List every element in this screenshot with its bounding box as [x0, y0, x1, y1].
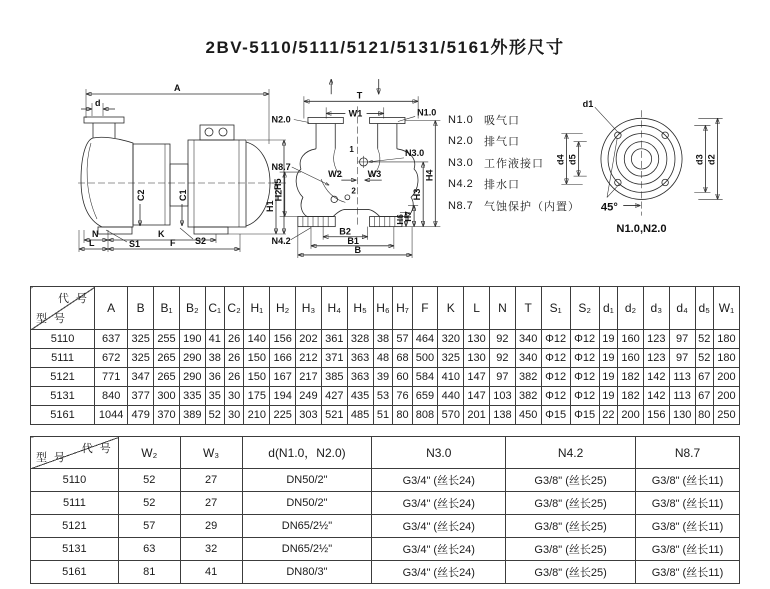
column-header: W₃	[180, 437, 242, 469]
value-cell: 150	[244, 368, 270, 387]
dimensions-table-main	[30, 286, 740, 425]
column-header: N3.0	[372, 437, 506, 469]
value-cell: G3/8" (丝长25)	[506, 515, 636, 538]
table-row	[31, 330, 740, 349]
column-header: B	[128, 287, 154, 330]
value-cell: 150	[244, 349, 270, 368]
value-cell: G3/4" (丝长24)	[372, 561, 506, 584]
dim-label-N: N	[92, 229, 99, 239]
value-cell: 57	[118, 515, 180, 538]
model-cell: 5110	[31, 330, 95, 349]
value-cell: 60	[393, 368, 412, 387]
value-cell: 142	[643, 387, 669, 406]
value-cell: 92	[490, 349, 516, 368]
value-cell: 290	[179, 349, 205, 368]
value-cell: 340	[515, 330, 541, 349]
value-cell: 200	[713, 368, 739, 387]
header-row	[31, 437, 740, 469]
value-cell: 81	[118, 561, 180, 584]
table-row	[31, 406, 740, 425]
value-cell: 335	[179, 387, 205, 406]
model-cell: 5131	[31, 387, 95, 406]
column-header: H₆	[373, 287, 393, 330]
value-cell: 67	[695, 368, 713, 387]
value-cell: 265	[154, 368, 180, 387]
value-cell: 27	[180, 492, 242, 515]
value-cell: 97	[490, 368, 516, 387]
header-row	[31, 287, 740, 330]
value-cell: 52	[205, 406, 224, 425]
corner-label-code: 代 号	[81, 443, 113, 455]
legend-code: N3.0	[448, 156, 474, 169]
value-cell: Φ12	[541, 349, 570, 368]
dim-label-W1: W1	[348, 108, 363, 119]
legend-code: N1.0	[448, 113, 474, 126]
value-cell: 80	[393, 406, 412, 425]
value-cell: Φ12	[570, 368, 599, 387]
value-cell: 39	[373, 368, 393, 387]
value-cell: 249	[296, 387, 322, 406]
value-cell: DN80/3"	[242, 561, 372, 584]
value-cell: 450	[515, 406, 541, 425]
value-cell: Φ15	[541, 406, 570, 425]
value-cell: G3/8" (丝长25)	[506, 469, 636, 492]
dim-label-F: F	[170, 238, 176, 248]
value-cell: 371	[321, 349, 347, 368]
table-row	[31, 469, 740, 492]
value-cell: 48	[373, 349, 393, 368]
value-cell: 300	[154, 387, 180, 406]
value-cell: 370	[154, 406, 180, 425]
legend-label: 吸气口	[484, 114, 520, 127]
value-cell: 52	[695, 330, 713, 349]
value-cell: 52	[118, 492, 180, 515]
value-cell: 52	[118, 469, 180, 492]
column-header: H₇	[393, 287, 412, 330]
dim-label-T: T	[356, 90, 363, 101]
value-cell: 92	[490, 330, 516, 349]
dim-label-W3: W3	[367, 169, 382, 180]
dim-label-H3: H3	[412, 188, 423, 201]
dim-label-H6: H6	[395, 214, 405, 225]
value-cell: G3/4" (丝长24)	[372, 492, 506, 515]
value-cell: 160	[618, 349, 644, 368]
dim-label-C2: C2	[136, 189, 146, 201]
value-cell: 325	[128, 330, 154, 349]
dim-label-B2: B2	[339, 226, 351, 237]
value-cell: 130	[464, 349, 490, 368]
dim-label-H2: H2	[273, 189, 284, 202]
port-label-N3_0: N3.0	[404, 147, 425, 158]
angle-label-45: 45°	[600, 201, 618, 214]
value-cell: 57	[393, 330, 412, 349]
value-cell: 485	[347, 406, 373, 425]
column-header: S₂	[570, 287, 599, 330]
column-header: W₂	[118, 437, 180, 469]
column-header: d₄	[669, 287, 695, 330]
value-cell: 180	[713, 349, 739, 368]
value-cell: 361	[321, 330, 347, 349]
value-cell: 265	[154, 349, 180, 368]
table-row	[31, 387, 740, 406]
side-view-drawing	[76, 80, 288, 254]
value-cell: 320	[438, 330, 464, 349]
value-cell: 130	[669, 406, 695, 425]
value-cell: 38	[205, 349, 224, 368]
model-cell: 5161	[31, 406, 95, 425]
value-cell: 29	[180, 515, 242, 538]
value-cell: 363	[347, 368, 373, 387]
column-header: C₁	[205, 287, 224, 330]
legend-code: N4.2	[448, 178, 474, 191]
value-cell: 202	[296, 330, 322, 349]
value-cell: DN65/2½"	[242, 538, 372, 561]
value-cell: 76	[393, 387, 412, 406]
column-header: B₁	[154, 287, 180, 330]
value-cell: 147	[464, 387, 490, 406]
value-cell: 35	[205, 387, 224, 406]
value-cell: 113	[669, 368, 695, 387]
model-cell: 5121	[31, 515, 119, 538]
value-cell: 32	[180, 538, 242, 561]
column-header: H₅	[347, 287, 373, 330]
column-header: B₂	[179, 287, 205, 330]
value-cell: 19	[599, 368, 617, 387]
value-cell: 290	[179, 368, 205, 387]
table-row	[31, 368, 740, 387]
value-cell: 479	[128, 406, 154, 425]
value-cell: DN50/2"	[242, 469, 372, 492]
value-cell: G3/4" (丝长24)	[372, 515, 506, 538]
dim-label-K: K	[158, 229, 165, 239]
column-header: N4.2	[506, 437, 636, 469]
column-header: S₁	[541, 287, 570, 330]
value-cell: 175	[244, 387, 270, 406]
dim-label-H4: H4	[424, 169, 435, 182]
value-cell: Φ12	[541, 330, 570, 349]
value-cell: 97	[669, 330, 695, 349]
column-header: N8.7	[636, 437, 740, 469]
value-cell: 67	[695, 387, 713, 406]
value-cell: 26	[224, 349, 244, 368]
value-cell: 637	[95, 330, 128, 349]
value-cell: 156	[643, 406, 669, 425]
value-cell: G3/4" (丝长24)	[372, 538, 506, 561]
value-cell: 382	[515, 368, 541, 387]
table-row	[31, 538, 740, 561]
value-cell: 97	[669, 349, 695, 368]
column-header: C₂	[224, 287, 244, 330]
value-cell: 140	[244, 330, 270, 349]
table-row	[31, 492, 740, 515]
value-cell: 200	[618, 406, 644, 425]
value-cell: 68	[393, 349, 412, 368]
value-cell: 19	[599, 330, 617, 349]
value-cell: 363	[347, 349, 373, 368]
model-cell: 5110	[31, 469, 119, 492]
dim-label-B1: B1	[347, 235, 359, 246]
column-header: H₄	[321, 287, 347, 330]
value-cell: 659	[412, 387, 438, 406]
value-cell: 142	[643, 368, 669, 387]
table-corner-cell	[31, 437, 119, 469]
column-header: T	[515, 287, 541, 330]
value-cell: 435	[347, 387, 373, 406]
value-cell: 147	[464, 368, 490, 387]
value-cell: 103	[490, 387, 516, 406]
value-cell: Φ12	[541, 368, 570, 387]
value-cell: 427	[321, 387, 347, 406]
value-cell: Φ15	[570, 406, 599, 425]
dim-label-d2: d2	[706, 154, 717, 165]
value-cell: 26	[224, 368, 244, 387]
model-cell: 5111	[31, 349, 95, 368]
value-cell: 570	[438, 406, 464, 425]
value-cell: 377	[128, 387, 154, 406]
value-cell: G3/8" (丝长11)	[636, 538, 740, 561]
dim-label-C1: C1	[178, 189, 188, 201]
value-cell: 26	[224, 330, 244, 349]
table-row	[31, 561, 740, 584]
value-cell: 340	[515, 349, 541, 368]
flange-caption: N1.0,N2.0	[616, 222, 667, 235]
value-cell: 41	[180, 561, 242, 584]
value-cell: G3/8" (丝长25)	[506, 492, 636, 515]
value-cell: Φ12	[570, 330, 599, 349]
port-label-N8_7: N8.7	[271, 162, 291, 173]
value-cell: 440	[438, 387, 464, 406]
value-cell: 80	[695, 406, 713, 425]
value-cell: 200	[713, 387, 739, 406]
value-cell: 63	[118, 538, 180, 561]
value-cell: G3/8" (丝长11)	[636, 561, 740, 584]
value-cell: 212	[296, 349, 322, 368]
value-cell: 194	[270, 387, 296, 406]
column-header: H₂	[270, 287, 296, 330]
value-cell: 123	[643, 330, 669, 349]
model-cell: 5111	[31, 492, 119, 515]
value-cell: G3/8" (丝长11)	[636, 469, 740, 492]
value-cell: 166	[270, 349, 296, 368]
dim-label-d5: d5	[567, 154, 578, 165]
dim-label-H5: H5	[273, 178, 283, 190]
front-view-linework	[280, 79, 441, 258]
legend-label: 工作液接口	[484, 157, 544, 170]
value-cell: 138	[490, 406, 516, 425]
value-cell: 36	[205, 368, 224, 387]
value-cell: 210	[244, 406, 270, 425]
column-header: d(N1.0，N2.0)	[242, 437, 372, 469]
flange-view-drawing	[552, 96, 730, 238]
value-cell: Φ12	[570, 387, 599, 406]
legend-label: 排气口	[484, 136, 520, 149]
table-corner-cell	[31, 287, 95, 330]
column-header: F	[412, 287, 438, 330]
value-cell: 808	[412, 406, 438, 425]
page-title: 2BV-5110/5111/5121/5131/5161外形尺寸	[205, 38, 565, 57]
value-cell: 190	[179, 330, 205, 349]
value-cell: 156	[270, 330, 296, 349]
value-cell: 255	[154, 330, 180, 349]
value-cell: 840	[95, 387, 128, 406]
value-cell: 584	[412, 368, 438, 387]
legend-code: N8.7	[448, 199, 474, 212]
dim-label-B: B	[354, 244, 362, 255]
value-cell: 521	[321, 406, 347, 425]
value-cell: 382	[515, 387, 541, 406]
value-cell: 30	[224, 406, 244, 425]
column-header: d₂	[618, 287, 644, 330]
value-cell: 225	[270, 406, 296, 425]
value-cell: 325	[438, 349, 464, 368]
model-cell: 5131	[31, 538, 119, 561]
column-header: W₁	[713, 287, 739, 330]
value-cell: G3/8" (丝长11)	[636, 492, 740, 515]
dim-label-d3: d3	[694, 154, 705, 165]
corner-label-model: 型 号	[36, 452, 68, 464]
corner-label-code: 代 号	[58, 293, 90, 305]
column-header: K	[438, 287, 464, 330]
dim-label-H7: H7	[404, 211, 414, 222]
value-cell: Φ12	[541, 387, 570, 406]
legend-label: 排水口	[484, 179, 520, 192]
value-cell: 672	[95, 349, 128, 368]
table-row	[31, 515, 740, 538]
legend-label: 气蚀保护（内置）	[484, 200, 580, 213]
value-cell: 1044	[95, 406, 128, 425]
value-cell: 19	[599, 387, 617, 406]
value-cell: 325	[128, 349, 154, 368]
value-cell: 130	[464, 330, 490, 349]
value-cell: 22	[599, 406, 617, 425]
point-label-2: 2	[351, 186, 356, 196]
dim-label-L: L	[89, 238, 95, 248]
column-header: A	[95, 287, 128, 330]
value-cell: 201	[464, 406, 490, 425]
value-cell: 52	[695, 349, 713, 368]
port-label-N2_0: N2.0	[271, 114, 291, 125]
value-cell: G3/8" (丝长25)	[506, 538, 636, 561]
value-cell: 303	[296, 406, 322, 425]
value-cell: 250	[713, 406, 739, 425]
value-cell: G3/8" (丝长25)	[506, 561, 636, 584]
value-cell: 30	[224, 387, 244, 406]
legend-code: N2.0	[448, 135, 474, 148]
value-cell: 38	[373, 330, 393, 349]
column-header: H₃	[296, 287, 322, 330]
value-cell: DN65/2½"	[242, 515, 372, 538]
column-header: L	[464, 287, 490, 330]
value-cell: 113	[669, 387, 695, 406]
column-header: d₁	[599, 287, 617, 330]
column-header: N	[490, 287, 516, 330]
port-label-N1_0: N1.0	[417, 107, 437, 118]
value-cell: Φ12	[570, 349, 599, 368]
value-cell: 123	[643, 349, 669, 368]
dim-label-S1: S1	[129, 239, 141, 249]
value-cell: 771	[95, 368, 128, 387]
value-cell: 500	[412, 349, 438, 368]
value-cell: 180	[713, 330, 739, 349]
value-cell: G3/4" (丝长24)	[372, 469, 506, 492]
connections-table	[30, 436, 740, 584]
value-cell: 41	[205, 330, 224, 349]
value-cell: G3/8" (丝长11)	[636, 515, 740, 538]
value-cell: 217	[296, 368, 322, 387]
value-cell: 182	[618, 387, 644, 406]
model-cell: 5161	[31, 561, 119, 584]
value-cell: DN50/2"	[242, 492, 372, 515]
column-header: d₅	[695, 287, 713, 330]
dim-label-W2: W2	[328, 169, 342, 180]
value-cell: 389	[179, 406, 205, 425]
port-label-N4_2: N4.2	[271, 235, 291, 246]
dim-label-H1: H1	[265, 200, 275, 212]
dim-label-S2: S2	[195, 236, 207, 246]
value-cell: 385	[321, 368, 347, 387]
dim-label-d: d	[95, 98, 101, 108]
value-cell: 160	[618, 330, 644, 349]
model-cell: 5121	[31, 368, 95, 387]
value-cell: 53	[373, 387, 393, 406]
point-label-1: 1	[349, 144, 354, 154]
side-view-linework	[78, 89, 286, 252]
column-header: H₁	[244, 287, 270, 330]
value-cell: 167	[270, 368, 296, 387]
value-cell: 464	[412, 330, 438, 349]
value-cell: 328	[347, 330, 373, 349]
value-cell: 347	[128, 368, 154, 387]
front-view-drawing	[270, 74, 448, 262]
corner-label-model: 型 号	[36, 313, 68, 325]
dim-label-A: A	[174, 83, 181, 93]
value-cell: 51	[373, 406, 393, 425]
dim-label-d1: d1	[582, 99, 594, 110]
value-cell: 27	[180, 469, 242, 492]
value-cell: 19	[599, 349, 617, 368]
table-row	[31, 349, 740, 368]
dim-label-d4: d4	[555, 154, 566, 165]
value-cell: 410	[438, 368, 464, 387]
column-header: d₃	[643, 287, 669, 330]
value-cell: 182	[618, 368, 644, 387]
